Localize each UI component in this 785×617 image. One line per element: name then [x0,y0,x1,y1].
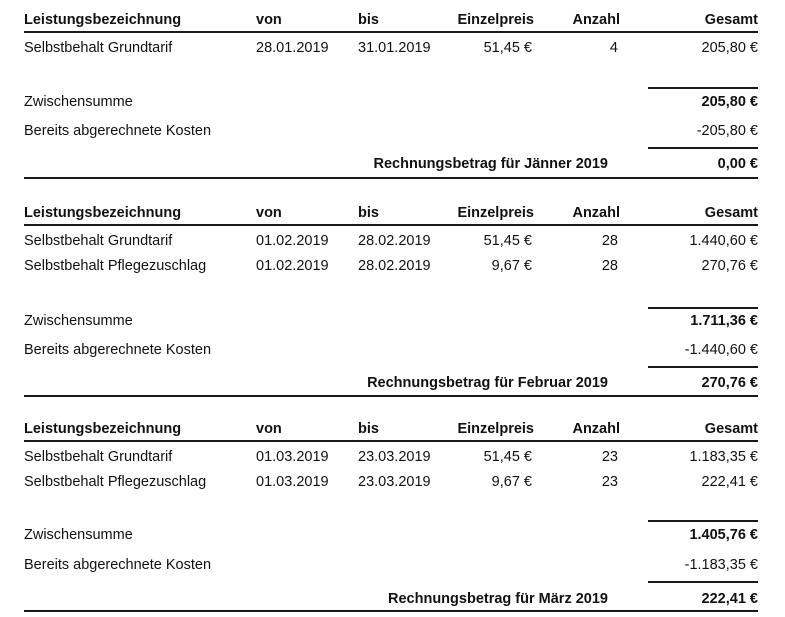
header-total: Gesamt [704,12,758,28]
header-divider [24,31,758,33]
item-unit-price: 9,67 € [491,258,532,274]
already-billed-row [24,340,758,360]
item-unit-price: 51,45 € [483,40,532,56]
invoice-section-february [24,193,758,398]
item-from: 01.03.2019 [256,449,329,465]
subtotal-divider [648,307,758,309]
invoice-amount-label: Rechnungsbetrag für März 2019 [388,591,608,607]
already-billed-value: -205,80 € [696,123,758,139]
subtotal-value: 1.405,76 € [689,527,758,543]
table-row [24,256,758,276]
item-unit-price: 51,45 € [483,233,532,249]
header-from: von [256,12,282,28]
subtotal-label: Zwischensumme [24,527,133,543]
item-description: Selbstbehalt Grundtarif [24,40,173,56]
header-divider [24,224,758,226]
item-total: 1.183,35 € [689,449,758,465]
header-divider [24,440,758,442]
item-quantity: 28 [601,258,618,274]
header-to: bis [358,421,379,437]
header-to: bis [358,12,379,28]
item-unit-price: 9,67 € [491,474,532,490]
already-billed-value: -1.183,35 € [684,557,758,573]
item-total: 222,41 € [701,474,758,490]
table-header [24,203,758,223]
item-from: 01.03.2019 [256,474,329,490]
invoice-amount-label: Rechnungsbetrag für Jänner 2019 [373,156,608,172]
item-to: 31.01.2019 [358,40,431,56]
invoice-amount-row [24,589,758,609]
header-quantity: Anzahl [572,12,620,28]
subtotal-value: 1.711,36 € [690,313,758,329]
subtotal-row [24,525,758,545]
header-quantity: Anzahl [572,421,620,437]
subtotal-label: Zwischensumme [24,94,133,110]
table-row [24,447,758,467]
already-billed-row [24,121,758,141]
item-description: Selbstbehalt Pflegezuschlag [24,258,207,274]
already-billed-label: Bereits abgerechnete Kosten [24,342,212,358]
item-total: 1.440,60 € [689,233,758,249]
subtotal-label: Zwischensumme [24,313,133,329]
item-quantity: 23 [601,449,618,465]
header-from: von [256,421,282,437]
table-header [24,419,758,439]
section-end-divider [24,395,758,397]
subtotal-divider [648,87,758,89]
invoice-amount-value: 270,76 € [701,375,758,391]
subtotal-row [24,311,758,331]
invoice-amount-row [24,373,758,393]
invoice-amount-value: 0,00 € [717,156,758,172]
item-description: Selbstbehalt Grundtarif [24,449,173,465]
header-total: Gesamt [704,205,758,221]
invoice-section-january [24,0,758,180]
invoice-amount-divider [648,366,758,368]
header-description: Leistungsbezeichnung [24,12,182,28]
item-from: 01.02.2019 [256,258,329,274]
item-quantity: 23 [601,474,618,490]
subtotal-value: 205,80 € [701,94,758,110]
item-to: 28.02.2019 [358,258,431,274]
item-quantity: 28 [601,233,618,249]
invoice-amount-divider [648,147,758,149]
table-header [24,10,758,30]
subtotal-row [24,92,758,112]
header-to: bis [358,205,379,221]
header-unit-price: Einzelpreis [457,12,534,28]
section-end-divider [24,177,758,179]
header-total: Gesamt [704,421,758,437]
item-to: 28.02.2019 [358,233,431,249]
header-quantity: Anzahl [572,205,620,221]
invoice-amount-label: Rechnungsbetrag für Februar 2019 [367,375,608,391]
item-from: 28.01.2019 [256,40,329,56]
section-end-divider [24,610,758,612]
header-unit-price: Einzelpreis [457,205,534,221]
item-description: Selbstbehalt Grundtarif [24,233,173,249]
item-description: Selbstbehalt Pflegezuschlag [24,474,207,490]
header-from: von [256,205,282,221]
header-unit-price: Einzelpreis [457,421,534,437]
already-billed-row [24,555,758,575]
already-billed-value: -1.440,60 € [684,342,758,358]
header-description: Leistungsbezeichnung [24,205,182,221]
item-quantity: 4 [609,40,618,56]
item-to: 23.03.2019 [358,474,431,490]
subtotal-divider [648,520,758,522]
item-from: 01.02.2019 [256,233,329,249]
invoice-amount-divider [648,581,758,583]
header-description: Leistungsbezeichnung [24,421,182,437]
already-billed-label: Bereits abgerechnete Kosten [24,123,212,139]
table-row [24,472,758,492]
invoice-section-march [24,410,758,617]
item-total: 270,76 € [701,258,758,274]
invoice-amount-value: 222,41 € [701,591,758,607]
item-unit-price: 51,45 € [483,449,532,465]
item-to: 23.03.2019 [358,449,431,465]
item-total: 205,80 € [701,40,758,56]
table-row [24,38,758,58]
table-row [24,231,758,251]
already-billed-label: Bereits abgerechnete Kosten [24,557,212,573]
invoice-amount-row [24,154,758,174]
